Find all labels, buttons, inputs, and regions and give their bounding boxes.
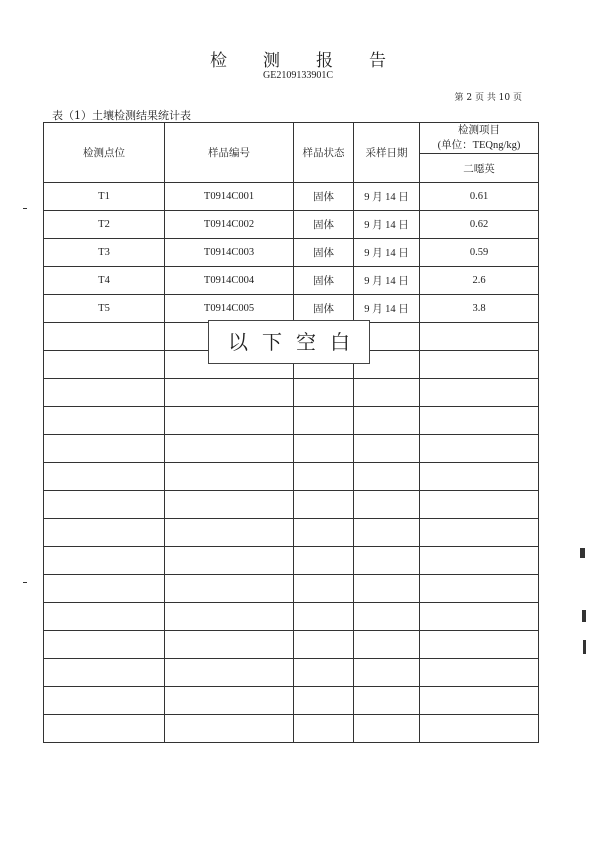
empty-cell xyxy=(420,603,539,631)
title-char: 测 xyxy=(263,51,280,71)
empty-row xyxy=(44,659,539,687)
table-row xyxy=(44,211,539,239)
cell-state: 固体 xyxy=(294,267,354,295)
header-item xyxy=(420,123,539,154)
empty-cell xyxy=(294,547,354,575)
empty-row xyxy=(44,379,539,407)
empty-cell xyxy=(294,379,354,407)
empty-cell xyxy=(420,491,539,519)
empty-cell xyxy=(165,519,294,547)
cell-state: 固体 xyxy=(294,295,354,323)
empty-cell xyxy=(420,687,539,715)
empty-cell xyxy=(165,407,294,435)
empty-cell xyxy=(420,715,539,743)
empty-cell xyxy=(420,463,539,491)
cell-sample-no: T0914C005 xyxy=(165,295,294,323)
cell-value: 0.62 xyxy=(420,211,539,239)
stamp-char: 下 xyxy=(262,330,282,354)
empty-row xyxy=(44,491,539,519)
empty-cell xyxy=(354,463,420,491)
title-char: 报 xyxy=(316,51,333,71)
table-row xyxy=(44,267,539,295)
header-point: 检测点位 xyxy=(44,123,165,183)
cell-date: 9 月 14 日 xyxy=(354,267,420,295)
empty-cell xyxy=(420,407,539,435)
empty-cell xyxy=(294,715,354,743)
page-indicator: 第 2 页 共 10 页 xyxy=(454,93,522,103)
empty-cell xyxy=(165,547,294,575)
empty-cell xyxy=(44,575,165,603)
empty-cell xyxy=(354,659,420,687)
cell-point: T1 xyxy=(44,183,165,211)
cell-point: T5 xyxy=(44,295,165,323)
table-row xyxy=(44,239,539,267)
empty-cell xyxy=(420,323,539,351)
stamp-char: 以 xyxy=(228,330,248,354)
empty-cell xyxy=(354,491,420,519)
empty-cell xyxy=(354,603,420,631)
cell-sample-no: T0914C004 xyxy=(165,267,294,295)
empty-cell xyxy=(354,715,420,743)
empty-cell xyxy=(354,547,420,575)
cell-sample-no: T0914C003 xyxy=(165,239,294,267)
results-table xyxy=(43,122,539,743)
empty-cell xyxy=(44,659,165,687)
cell-sample-no: T0914C001 xyxy=(165,183,294,211)
cell-date: 9 月 14 日 xyxy=(354,295,420,323)
empty-row xyxy=(44,631,539,659)
empty-cell xyxy=(354,379,420,407)
empty-cell xyxy=(294,687,354,715)
empty-row xyxy=(44,687,539,715)
cell-value: 3.8 xyxy=(420,295,539,323)
empty-cell xyxy=(44,547,165,575)
empty-cell xyxy=(294,407,354,435)
empty-cell xyxy=(294,603,354,631)
empty-cell xyxy=(354,435,420,463)
stamp-char: 白 xyxy=(330,330,350,354)
empty-cell xyxy=(165,463,294,491)
scan-speck xyxy=(580,548,585,558)
cell-sample-no: T0914C002 xyxy=(165,211,294,239)
empty-cell xyxy=(165,715,294,743)
scan-speck xyxy=(582,610,586,622)
empty-cell xyxy=(165,687,294,715)
empty-cell xyxy=(294,659,354,687)
scan-speck xyxy=(583,640,586,654)
header-date: 采样日期 xyxy=(354,123,420,183)
header-sample-no: 样品编号 xyxy=(165,123,294,183)
cell-value: 0.59 xyxy=(420,239,539,267)
empty-row xyxy=(44,603,539,631)
report-number: GE2109133901C xyxy=(263,70,333,81)
empty-cell xyxy=(354,687,420,715)
scan-speck xyxy=(23,208,27,209)
title-char: 告 xyxy=(369,51,386,71)
table-row xyxy=(44,183,539,211)
empty-cell xyxy=(165,659,294,687)
empty-cell xyxy=(44,687,165,715)
empty-cell xyxy=(44,435,165,463)
empty-cell xyxy=(165,631,294,659)
empty-cell xyxy=(44,603,165,631)
empty-cell xyxy=(44,463,165,491)
title-char: 检 xyxy=(210,51,227,71)
cell-point: T2 xyxy=(44,211,165,239)
empty-cell xyxy=(354,631,420,659)
empty-cell xyxy=(44,519,165,547)
empty-cell xyxy=(44,715,165,743)
empty-cell xyxy=(294,491,354,519)
table-row xyxy=(44,295,539,323)
empty-cell xyxy=(420,631,539,659)
empty-cell xyxy=(420,379,539,407)
cell-state: 固体 xyxy=(294,211,354,239)
empty-cell xyxy=(165,379,294,407)
cell-date: 9 月 14 日 xyxy=(354,183,420,211)
empty-cell xyxy=(294,631,354,659)
header-item-unit: (单位：TEQng/kg) xyxy=(437,140,521,151)
header-item-title: 检测项目 xyxy=(458,125,500,136)
empty-cell xyxy=(44,407,165,435)
stamp-char: 空 xyxy=(296,330,316,354)
cell-date: 9 月 14 日 xyxy=(354,239,420,267)
empty-cell xyxy=(420,659,539,687)
cell-state: 固体 xyxy=(294,183,354,211)
cell-point: T4 xyxy=(44,267,165,295)
empty-cell xyxy=(294,435,354,463)
empty-row xyxy=(44,435,539,463)
blank-below-stamp xyxy=(208,320,370,364)
empty-cell xyxy=(420,547,539,575)
empty-cell xyxy=(420,351,539,379)
empty-cell xyxy=(44,351,165,379)
empty-row xyxy=(44,463,539,491)
empty-row xyxy=(44,407,539,435)
cell-state: 固体 xyxy=(294,239,354,267)
empty-cell xyxy=(294,575,354,603)
header-state: 样品状态 xyxy=(294,123,354,183)
empty-cell xyxy=(165,435,294,463)
empty-cell xyxy=(294,519,354,547)
cell-date: 9 月 14 日 xyxy=(354,211,420,239)
empty-cell xyxy=(420,519,539,547)
empty-cell xyxy=(354,519,420,547)
empty-row xyxy=(44,547,539,575)
empty-cell xyxy=(354,575,420,603)
cell-value: 0.61 xyxy=(420,183,539,211)
table-header-row xyxy=(44,123,539,154)
header-item-name: 二噁英 xyxy=(420,154,539,183)
empty-cell xyxy=(165,575,294,603)
empty-cell xyxy=(44,491,165,519)
empty-cell xyxy=(354,407,420,435)
report-title xyxy=(0,46,596,71)
empty-cell xyxy=(420,435,539,463)
empty-row xyxy=(44,715,539,743)
empty-cell xyxy=(165,491,294,519)
empty-row xyxy=(44,519,539,547)
empty-cell xyxy=(44,323,165,351)
scan-speck xyxy=(23,582,27,583)
cell-value: 2.6 xyxy=(420,267,539,295)
empty-cell xyxy=(420,575,539,603)
empty-row xyxy=(44,575,539,603)
empty-cell xyxy=(44,379,165,407)
table-caption: 表（1）土壤检测结果统计表 xyxy=(52,109,191,122)
empty-cell xyxy=(44,631,165,659)
empty-cell xyxy=(165,603,294,631)
cell-point: T3 xyxy=(44,239,165,267)
empty-cell xyxy=(294,463,354,491)
